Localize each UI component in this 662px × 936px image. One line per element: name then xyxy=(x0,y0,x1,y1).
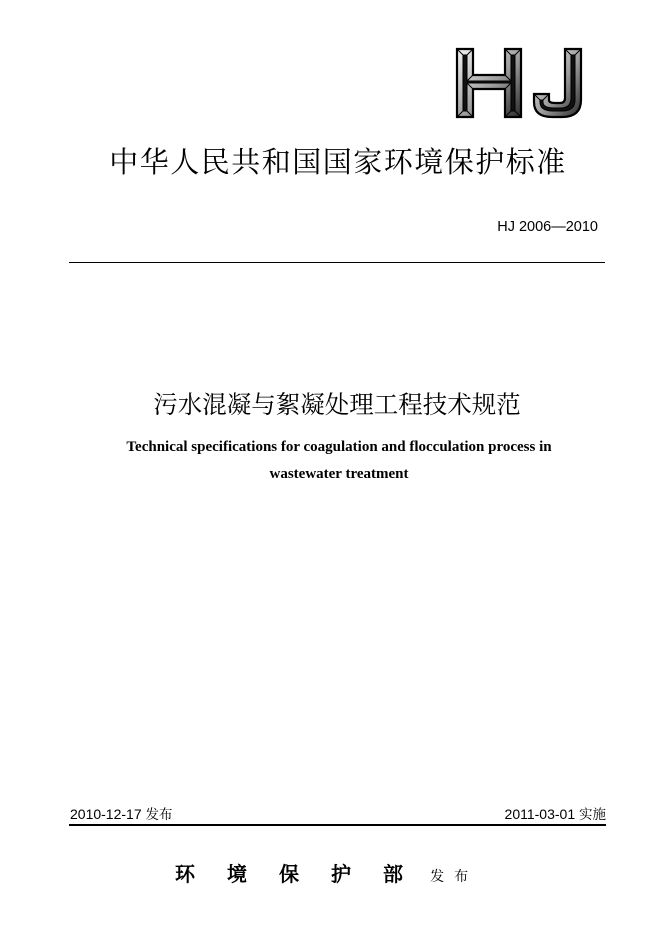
standard-number: HJ 2006—2010 xyxy=(497,219,598,235)
hj-logo xyxy=(454,46,590,120)
issue-label: 发布 xyxy=(145,807,173,823)
issue-date: 2010-12-17 xyxy=(70,806,142,822)
issue-date-block xyxy=(70,803,173,823)
document-title-english-line2: wastewater treatment xyxy=(269,466,409,482)
country-standard-title: 中华人民共和国国家环境保护标准 xyxy=(109,145,567,179)
issuer-line xyxy=(175,858,478,887)
effective-label: 实施 xyxy=(579,807,606,823)
document-title-english-line1: Technical specifications for coagulation and flocculation process in xyxy=(126,439,552,455)
effective-date-block xyxy=(505,803,606,823)
issuer-action: 发布 xyxy=(430,869,479,885)
effective-date: 2011-03-01 xyxy=(504,806,576,822)
bottom-divider xyxy=(69,824,606,826)
issuer-name: 环境保护部 xyxy=(175,862,435,886)
top-divider xyxy=(69,262,605,263)
letter-h-glyph xyxy=(457,49,521,117)
letter-j-glyph xyxy=(534,49,581,117)
document-title-chinese: 污水混凝与絮凝处理工程技术规范 xyxy=(153,390,521,419)
